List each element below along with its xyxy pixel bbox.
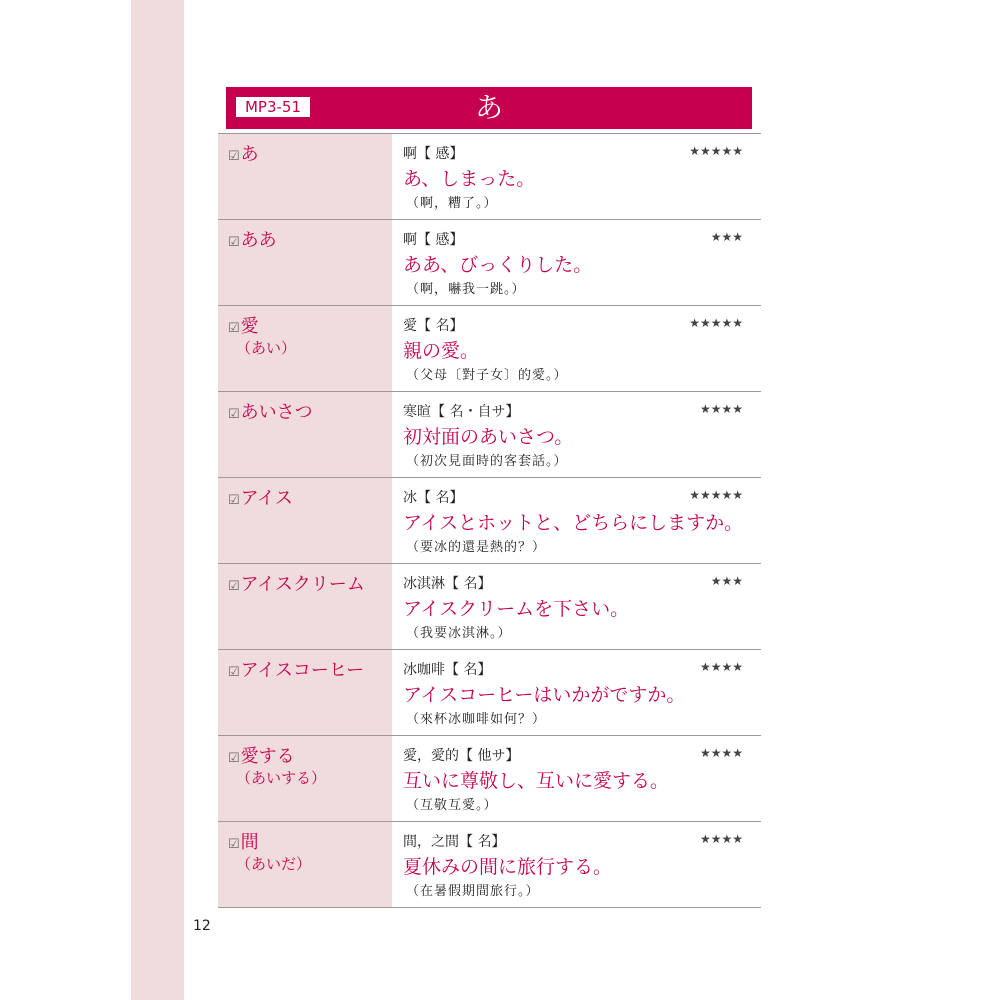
vocab-gloss: 愛，愛的【 他サ】: [403, 748, 520, 764]
vocab-gloss: 冰【 名】: [403, 490, 464, 506]
example-translation: （啊，糟了。）: [406, 196, 498, 211]
vocab-reading: （あい）: [236, 339, 297, 357]
section-header: [226, 87, 752, 129]
vocab-entry: [218, 736, 761, 822]
frequency-stars: ★★★★: [699, 660, 743, 674]
vocab-entry: [218, 220, 761, 306]
example-translation: （父母〔對子女〕的愛。）: [406, 368, 568, 383]
vocab-word: ああ: [240, 230, 277, 251]
checkbox-icon[interactable]: ☑: [228, 149, 240, 164]
vocab-reading: （あいする）: [236, 769, 327, 787]
checkbox-icon[interactable]: ☑: [228, 407, 240, 422]
example-translation: （初次見面時的客套話。）: [406, 454, 568, 469]
vocab-word: 愛: [240, 316, 259, 337]
vocab-gloss: 冰咖啡【 名】: [403, 662, 492, 678]
checkbox-icon[interactable]: ☑: [228, 751, 240, 766]
frequency-stars: ★★★★★: [689, 488, 743, 502]
example-translation: （我要冰淇淋。）: [406, 626, 512, 641]
vocab-word: アイスクリーム: [240, 574, 365, 595]
frequency-stars: ★★★★: [699, 832, 743, 846]
vocab-list: [218, 134, 761, 908]
vocab-entry: [218, 650, 761, 736]
checkbox-icon[interactable]: ☑: [228, 321, 240, 336]
vocab-entry: [218, 392, 761, 478]
checkbox-icon[interactable]: ☑: [228, 493, 240, 508]
vocab-entry: [218, 134, 761, 220]
vocab-gloss: 間，之間【 名】: [403, 834, 506, 850]
example-sentence: 夏休みの間に旅行する。: [403, 856, 613, 878]
example-sentence: アイスコーヒーはいかがですか。: [403, 684, 686, 706]
example-translation: （在暑假期間旅行。）: [406, 884, 540, 899]
vocab-entry: [218, 478, 761, 564]
vocab-word: あいさつ: [240, 402, 313, 423]
example-translation: （要冰的還是熱的？）: [406, 540, 547, 555]
checkbox-icon[interactable]: ☑: [228, 579, 240, 594]
vocab-gloss: 寒暄【 名・自サ】: [403, 404, 520, 420]
frequency-stars: ★★★★★: [689, 144, 743, 158]
example-sentence: 親の愛。: [403, 340, 480, 362]
frequency-stars: ★★★: [710, 574, 743, 588]
side-strip: [131, 0, 184, 1000]
vocab-gloss: 冰淇淋【 名】: [403, 576, 492, 592]
frequency-stars: ★★★★: [699, 402, 743, 416]
example-sentence: あ、しまった。: [403, 168, 536, 190]
checkbox-icon[interactable]: ☑: [228, 837, 240, 852]
vocab-entry: [218, 822, 761, 908]
vocab-entry: [218, 564, 761, 650]
checkbox-icon[interactable]: ☑: [228, 665, 240, 680]
vocab-entry: [218, 306, 761, 392]
example-translation: （互敬互愛。）: [406, 798, 498, 813]
vocab-gloss: 啊【 感】: [403, 146, 464, 162]
vocab-word: アイスコーヒー: [240, 660, 365, 681]
example-sentence: アイスとホットと、どちらにしますか。: [403, 512, 744, 534]
vocab-word: アイス: [240, 488, 293, 509]
vocab-word: 愛する: [240, 746, 295, 767]
example-translation: （來杯冰咖啡如何？）: [406, 712, 547, 727]
frequency-stars: ★★★★★: [689, 316, 743, 330]
vocab-reading: （あいだ）: [236, 855, 312, 873]
page-number: 12: [193, 918, 211, 934]
frequency-stars: ★★★★: [699, 746, 743, 760]
vocab-gloss: 愛【 名】: [403, 318, 464, 334]
section-title: あ: [474, 91, 503, 124]
example-sentence: アイスクリームを下さい。: [403, 598, 630, 620]
example-translation: （啊，嚇我一跳。）: [406, 282, 526, 297]
mp3-track-label: MP3-51: [236, 97, 310, 117]
vocab-word: 間: [240, 832, 259, 853]
vocab-word: あ: [240, 144, 259, 165]
frequency-stars: ★★★: [710, 230, 743, 244]
example-sentence: 初対面のあいさつ。: [403, 426, 574, 448]
checkbox-icon[interactable]: ☑: [228, 235, 240, 250]
example-sentence: 互いに尊敬し、互いに愛する。: [403, 770, 670, 792]
vocab-gloss: 啊【 感】: [403, 232, 464, 248]
example-sentence: ああ、びっくりした。: [403, 254, 593, 276]
